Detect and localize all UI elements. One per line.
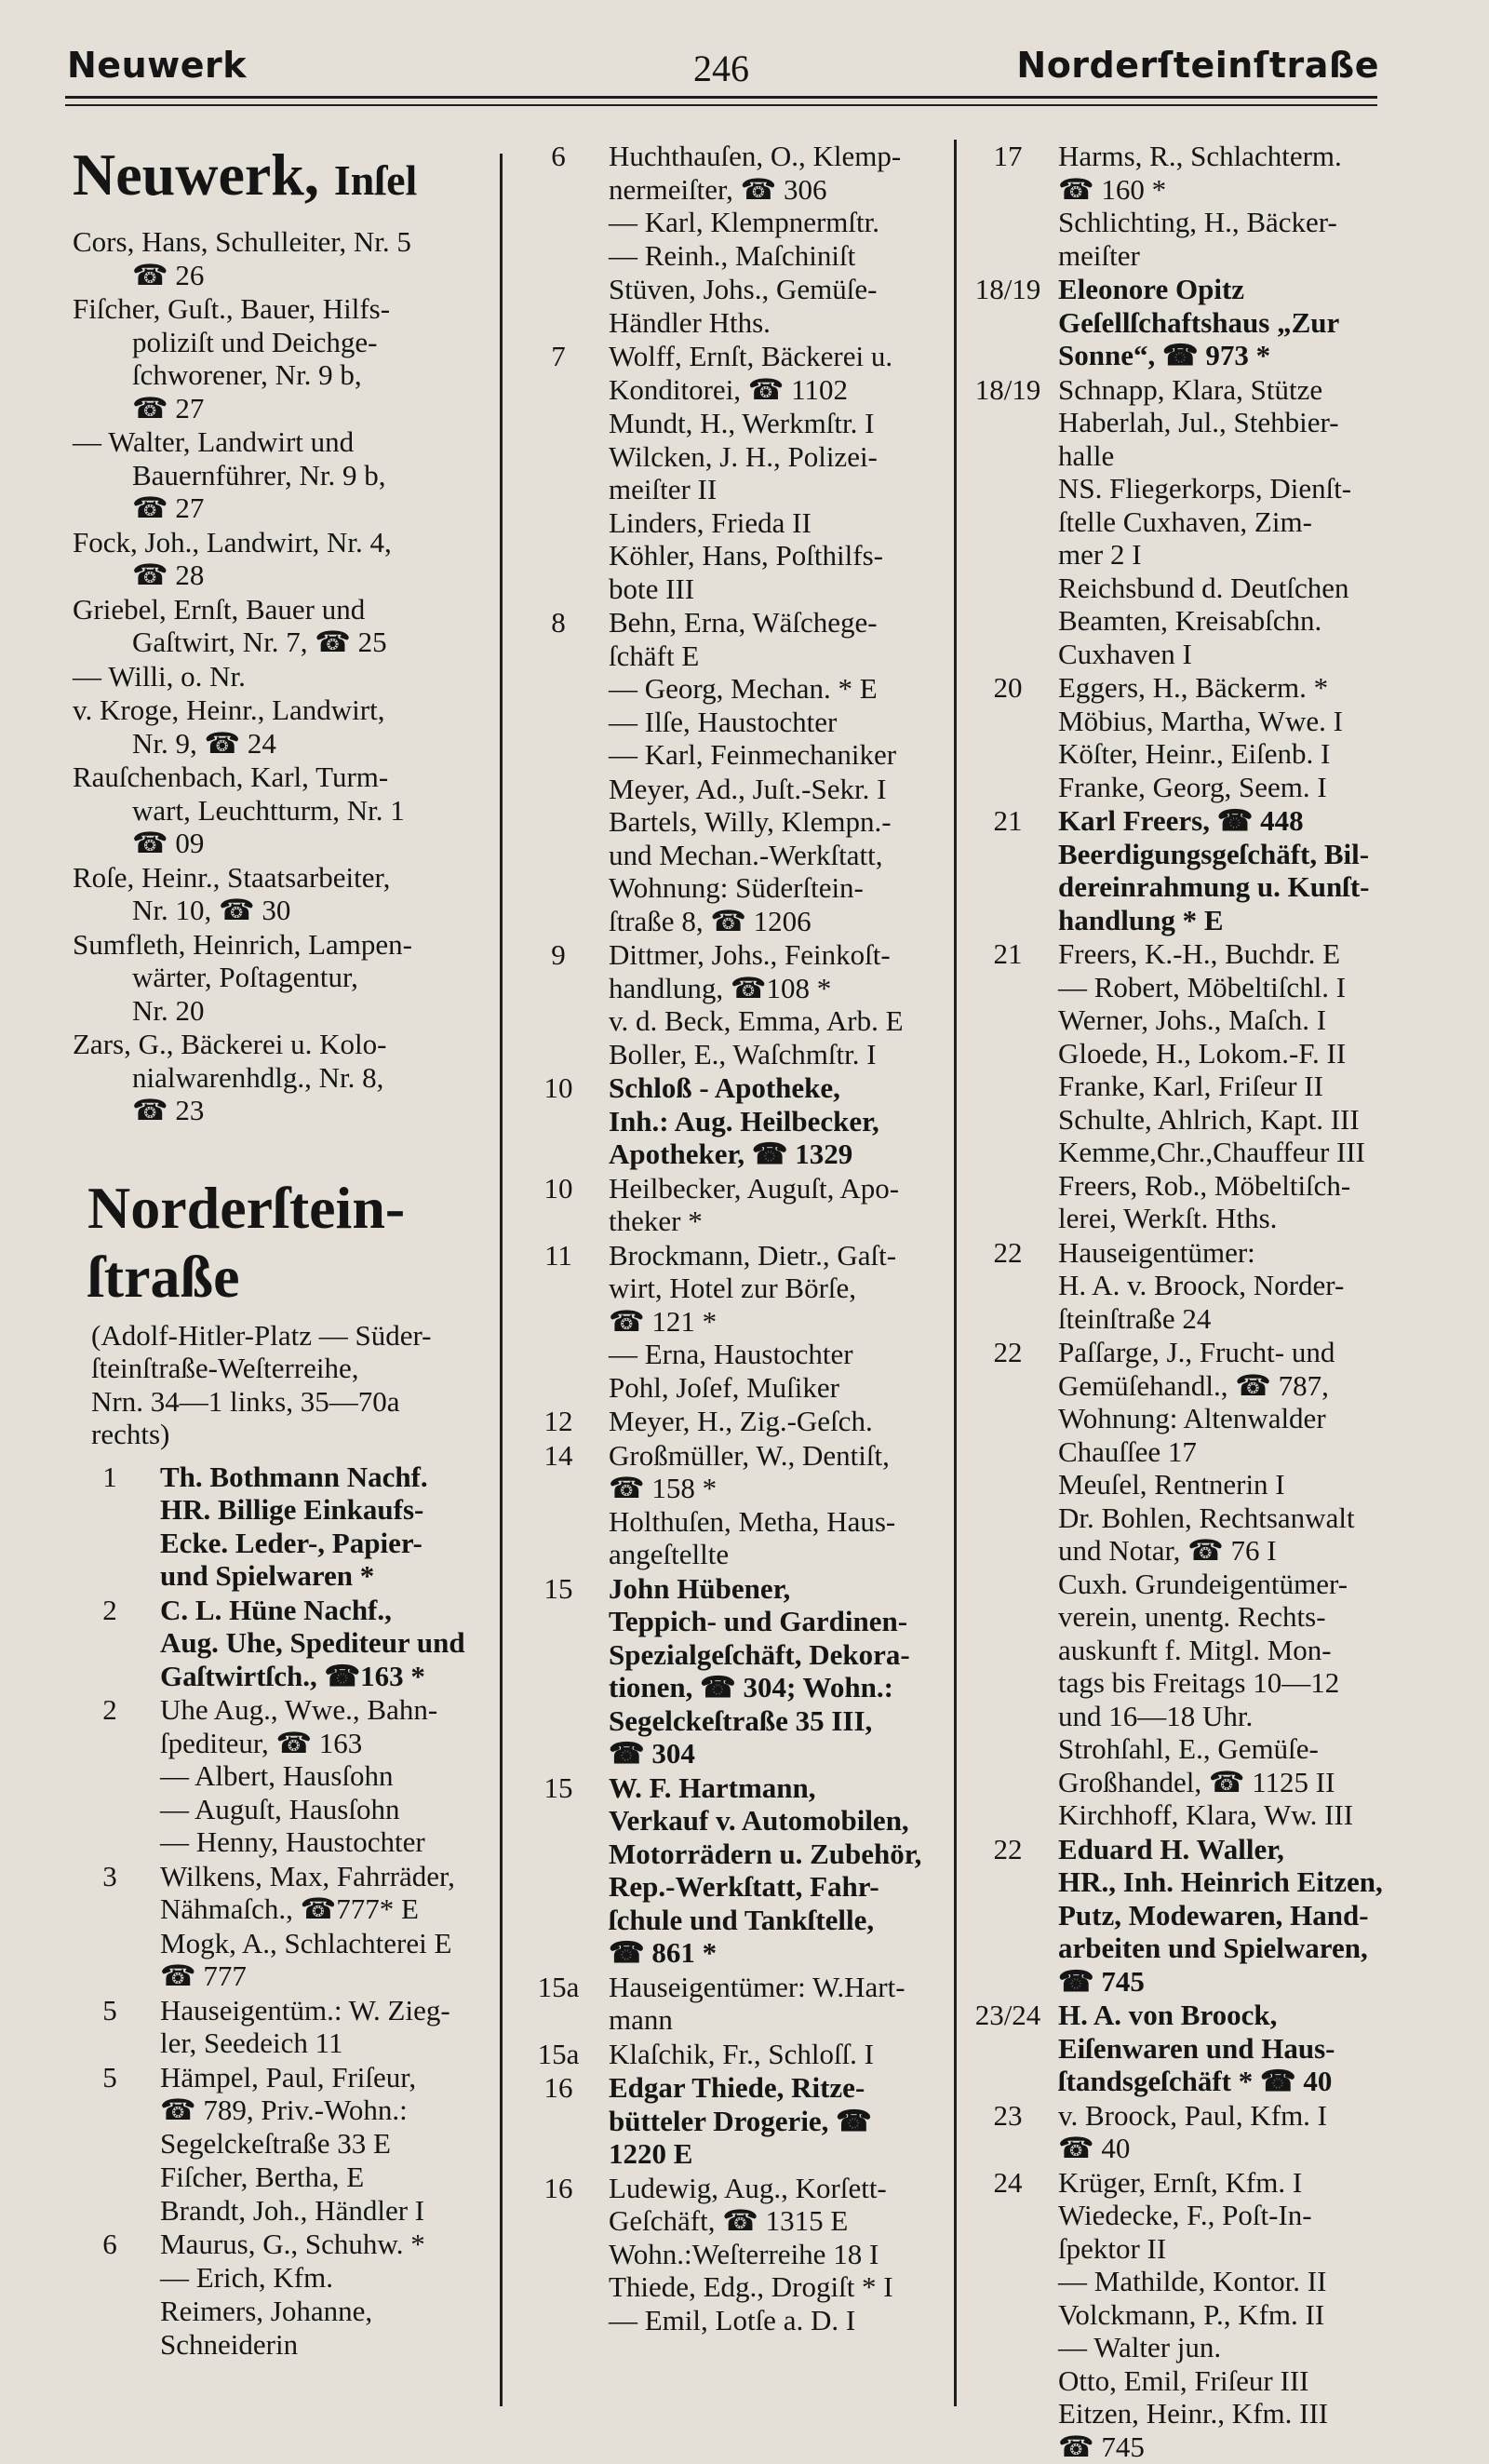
- header-rule: [65, 96, 1377, 99]
- house-number: 20: [993, 671, 1023, 704]
- house-number: 9: [551, 938, 566, 971]
- directory-entry: [971, 671, 1422, 803]
- entry-text: Wolff, Ernſt, Bäckerei u. Konditorei, ☎ 1102: [609, 340, 893, 406]
- section-heading-norderstein: Norderſtein- ſtraße: [87, 1174, 406, 1310]
- entry-text: Edgar Thiede, Ritze- bütteler Drogerie, ☎ 1220 E: [609, 2071, 872, 2170]
- directory-entry: [971, 2099, 1422, 2165]
- house-number: 23/24: [974, 1999, 1041, 2031]
- directory-entry: [971, 373, 1422, 671]
- directory-entry: [521, 1172, 940, 1238]
- entry-text: Rauſchenbach, Karl, Turm- wart, Leuchtturm, Nr. 1 ☎ 09: [73, 761, 405, 859]
- entry-text: Ludewig, Aug., Korſett- Geſchäft, ☎ 1315 E Wohn.:Weſterreihe 18 I Thiede, Edg., Drogiſt * I — Emil, Lotſe a. D. I: [609, 2171, 893, 2336]
- entry-text: Eleonore Opitz Geſellſchaftshaus „Zur Sonne“, ☎ 973 *: [1058, 273, 1340, 371]
- entry-text: v. Broock, Paul, Kfm. I ☎ 40: [1058, 2098, 1328, 2164]
- column-divider: [954, 140, 957, 2406]
- directory-entry: [73, 1028, 496, 1127]
- directory-entry: [73, 761, 496, 860]
- entry-text: Griebel, Ernſt, Bauer und Gaſtwirt, Nr. 7, ☎ 25: [73, 592, 387, 658]
- directory-entry: [73, 928, 496, 1028]
- entry-text: Mundt, H., Werkmſtr. I Wilcken, J. H., Polizei- meiſter II Linders, Frieda II Köhler, Hans, Poſthilfs- bote III: [609, 407, 883, 605]
- directory-entry: [521, 140, 940, 272]
- directory-entry: [521, 1439, 940, 1571]
- directory-entry: [521, 1071, 940, 1171]
- street-note: (Adolf-Hitler-Platz — Süder- ſteinſtraße-Weſterreihe, Nrn. 34—1 links, 35—70a rechts): [91, 1318, 432, 1450]
- directory-entry: [521, 1971, 940, 2037]
- entry-text: Großmüller, W., Dentiſt, ☎ 158 * Holthuſen, Metha, Haus- angeſtellte: [609, 1438, 896, 1570]
- directory-entry: [521, 1771, 940, 1970]
- directory-entry: [521, 1572, 940, 1771]
- house-number: 21: [993, 937, 1023, 970]
- directory-entry: [521, 2172, 940, 2337]
- entry-text: Freers, K.-H., Buchdr. E — Robert, Möbeltiſchl. I Werner, Johs., Maſch. I Gloede, H., Lokom.-F. II Franke, Karl, Friſeur II Schulte, Ahlrich, Kapt. III Kemme,Chr.,Chauffeur III Freers, Rob., Möbeltiſch- lerei, Werkſt. Hths.: [1058, 937, 1365, 1234]
- entry-text: Zars, G., Bäckerei u. Kolo- nialwarenhdlg., Nr. 8, ☎ 23: [73, 1028, 387, 1126]
- house-number: 6: [551, 140, 566, 172]
- entry-text: Fock, Joh., Landwirt, Nr. 4, ☎ 28: [73, 525, 392, 591]
- entry-text: Heilbecker, Auguſt, Apo- theker *: [609, 1171, 900, 1237]
- directory-entry: [73, 526, 496, 592]
- entry-text: Eggers, H., Bäckerm. * Möbius, Martha, Wwe. I Köſter, Heinr., Eiſenb. I Franke, Georg, Seem. I: [1058, 671, 1343, 803]
- entry-text: v. Kroge, Heinr., Landwirt, Nr. 9, ☎ 24: [73, 693, 385, 760]
- house-number: 22: [993, 1336, 1023, 1368]
- entry-text: Brockmann, Dietr., Gaſt- wirt, Hotel zur Börſe, ☎ 121 * — Erna, Haustochter Pohl, Joſef, Muſiker: [609, 1238, 897, 1404]
- directory-entry: [73, 2228, 496, 2294]
- section-heading-neuwerk: [73, 141, 496, 210]
- entry-text: Behn, Erna, Wäſchege- ſchäft E — Georg, Mechan. * E — Ilſe, Haustochter — Karl, Feinmechaniker: [609, 606, 897, 771]
- entry-text: Karl Freers, ☎ 448 Beerdigungsgeſchäft, Bil- dereinrahmung u. Kunſt- handlung * E: [1058, 804, 1370, 936]
- house-number: 2: [102, 1593, 117, 1626]
- directory-entry: [521, 273, 940, 339]
- house-number: 16: [543, 2171, 573, 2204]
- entry-text: Hauseigentümer: W.Hart- mann: [609, 1970, 905, 2036]
- entry-text: Th. Bothmann Nachf. HR. Billige Einkaufs- Ecke. Leder-, Papier- und Spielwaren *: [160, 1460, 428, 1592]
- entry-text: C. L. Hüne Nachf., Aug. Uhe, Spediteur und Gaſtwirtſch., ☎163 *: [160, 1593, 465, 1692]
- entry-text: Maurus, G., Schuhw. * — Erich, Kfm.: [160, 2228, 425, 2294]
- entry-text: Roſe, Heinr., Staatsarbeiter, Nr. 10, ☎ 30: [73, 860, 391, 926]
- house-number: 1: [102, 1460, 117, 1493]
- house-number: 6: [102, 2228, 117, 2260]
- house-number: 8: [551, 606, 566, 639]
- entry-text: Schnapp, Klara, Stütze Haberlah, Jul., Stehbier- halle NS. Fliegerkorps, Dienſt- ſtelle Cuxhaven, Zim- mer 2 I Reichsbund d. Deutſchen Beamten, Kreisabſchn. Cuxhaven I: [1058, 372, 1352, 670]
- directory-entry: [73, 425, 496, 525]
- house-number: 16: [543, 2071, 573, 2104]
- directory-entry: [971, 140, 1422, 272]
- entry-text: Uhe Aug., Wwe., Bahn- ſpediteur, ☎ 163 — Albert, Hausſohn — Auguſt, Hausſohn — Henny, Haustochter: [160, 1693, 438, 1858]
- directory-entry: [971, 937, 1422, 1235]
- directory-entry: [521, 2071, 940, 2171]
- house-number: 10: [543, 1071, 573, 1104]
- directory-entry: [521, 2038, 940, 2071]
- entry-text: Reimers, Johanne, Schneiderin: [160, 2295, 373, 2361]
- directory-entry: [73, 2295, 496, 2361]
- directory-entry: [971, 273, 1422, 372]
- entries-neuwerk: [73, 225, 496, 1127]
- house-number: 22: [993, 1832, 1023, 1865]
- directory-entry: [521, 1405, 940, 1438]
- directory-entry: [521, 340, 940, 406]
- directory-entry: [521, 938, 940, 1070]
- entry-text: Schloß - Apotheke, Inh.: Aug. Heilbecker, Apotheker, ☎ 1329: [609, 1071, 879, 1170]
- directory-entry: [73, 1994, 496, 2060]
- entry-text: Mogk, A., Schlachterei E ☎ 777: [160, 1926, 452, 1992]
- header-rule-thin: [65, 104, 1377, 106]
- directory-entry: [73, 2061, 496, 2161]
- column-1: [73, 140, 496, 2362]
- directory-entry: [73, 660, 496, 693]
- house-number: 22: [993, 1235, 1023, 1269]
- entry-text: Klaſchik, Fr., Schloſſ. I: [609, 2037, 875, 2070]
- entry-text: Paſſarge, J., Frucht- und Gemüſehandl., ☎ 787, Wohnung: Altenwalder Chauſſee 17 Meuſel, Rentnerin I Dr. Bohlen, Rechtsanwalt und Notar, ☎ 76 I Cuxh. Grundeigentümer- verein, unentg. Rechts- auskunft f. Mitgl. Mon- tags bis Freitags 10—12 und 16—18 Uhr. Strohſahl, E., Gemüſe- Großhandel, ☎ 1125 II Kirchhoff, Klara, Ww. III: [1058, 1336, 1355, 1831]
- house-number: 17: [993, 140, 1023, 172]
- house-number: 18/19: [974, 372, 1041, 406]
- house-number: 11: [544, 1238, 572, 1272]
- directory-entry: [73, 1461, 496, 1593]
- entry-text: — Willi, o. Nr.: [73, 659, 246, 693]
- house-number: 15a: [537, 2037, 580, 2070]
- house-number: 5: [102, 1993, 117, 2026]
- entry-text: Dittmer, Johs., Feinkoſt- handlung, ☎108 * v. d. Beck, Emma, Arb. E Boller, E., Waſchmſtr. I: [609, 938, 904, 1070]
- heading-main: Neuwerk,: [73, 141, 319, 208]
- directory-entry: [73, 861, 496, 927]
- house-number: 14: [543, 1438, 573, 1472]
- directory-entry: [971, 1999, 1422, 2098]
- directory-entry: [521, 407, 940, 605]
- running-header-left: Neuwerk: [67, 45, 248, 86]
- entries-norderstein-1: [73, 1461, 496, 2362]
- house-number: 7: [551, 340, 566, 372]
- directory-entry: [521, 606, 940, 772]
- column-2: [521, 140, 940, 2337]
- house-number: 24: [993, 2165, 1023, 2199]
- directory-entry: [73, 1860, 496, 1926]
- entry-text: John Hübener, Teppich- und Gardinen- Spezialgeſchäft, Dekora- tionen, ☎ 304; Wohn.: Segelckeſtraße 35 III, ☎ 304: [609, 1571, 910, 1770]
- directory-entry: [73, 593, 496, 659]
- directory-entry: [971, 1833, 1422, 1999]
- entry-text: Hämpel, Paul, Friſeur, ☎ 789, Priv.-Wohn.: Segelckeſtraße 33 E: [160, 2060, 417, 2160]
- entry-text: Stüven, Johs., Gemüſe- Händler Hths.: [609, 273, 878, 339]
- column-3: [971, 140, 1422, 2464]
- directory-entry: [73, 292, 496, 424]
- entry-text: W. F. Hartmann, Verkauf v. Automobilen, Motorrädern u. Zubehör, Rep.-Werkſtatt, Fahr- ſchule und Tankſtelle, ☎ 861 *: [609, 1771, 922, 1969]
- house-number: 15a: [537, 1970, 580, 2003]
- house-number: 12: [543, 1405, 573, 1437]
- running-header-right: Norderſteinſtraße: [1016, 45, 1379, 86]
- house-number: 10: [543, 1171, 573, 1205]
- heading-sub: Inſel: [333, 156, 418, 204]
- entry-text: H. A. von Broock, Eiſenwaren und Haus- ſtandsgeſchäft * ☎ 40: [1058, 1999, 1335, 2097]
- directory-entry: [521, 773, 940, 938]
- entry-text: Fiſcher, Bertha, E Brandt, Joh., Händler I: [160, 2161, 425, 2227]
- directory-entry: [73, 1594, 496, 1693]
- page-number: 246: [693, 47, 749, 89]
- directory-entry: [73, 1927, 496, 1993]
- house-number: 5: [102, 2060, 117, 2094]
- entry-text: Huchthauſen, O., Klemp- nermeiſter, ☎ 306 — Karl, Klempnermſtr. — Reinh., Maſchiniſt: [609, 140, 902, 272]
- directory-entry: [73, 225, 496, 291]
- directory-entry: [971, 2166, 1422, 2464]
- directory-entry: [73, 693, 496, 760]
- directory-entry: [971, 1336, 1422, 1832]
- house-number: 18/19: [974, 273, 1041, 305]
- house-number: 21: [993, 804, 1023, 837]
- house-number: 23: [993, 2098, 1023, 2132]
- entry-text: Hauseigentüm.: W. Zieg- ler, Seedeich 11: [160, 1993, 450, 2059]
- entry-text: Eduard H. Waller, HR., Inh. Heinrich Eitzen, Putz, Modewaren, Hand- arbeiten und Spielwaren, ☎ 745: [1058, 1832, 1383, 1998]
- entry-text: Cors, Hans, Schulleiter, Nr. 5 ☎ 26: [73, 225, 411, 291]
- directory-entry: [73, 2161, 496, 2227]
- house-number: 3: [102, 1859, 117, 1892]
- house-number: 15: [543, 1571, 573, 1605]
- house-number: 15: [543, 1771, 573, 1804]
- entry-text: Fiſcher, Guſt., Bauer, Hilfs- poliziſt und Deichge- ſchworener, Nr. 9 b, ☎ 27: [73, 292, 391, 424]
- entry-text: Hauseigentümer: H. A. v. Broock, Norder- ſteinſtraße 24: [1058, 1235, 1345, 1335]
- house-number: 2: [102, 1693, 117, 1726]
- directory-entry: [521, 1239, 940, 1405]
- directory-entry: [971, 804, 1422, 936]
- entry-text: — Walter, Landwirt und Bauernführer, Nr. 9 b, ☎ 27: [73, 425, 386, 524]
- entry-text: Meyer, Ad., Juſt.-Sekr. I Bartels, Willy, Klempn.- und Mechan.-Werkſtatt, Wohnung: Süderſtein- ſtraße 8, ☎ 1206: [609, 772, 892, 937]
- entry-text: Sumfleth, Heinrich, Lampen- wärter, Poſtagentur, Nr. 20: [73, 927, 413, 1027]
- directory-entry: [73, 1693, 496, 1859]
- entry-text: Wilkens, Max, Fahrräder, Nähmaſch., ☎777* E: [160, 1859, 455, 1925]
- entry-text: Krüger, Ernſt, Kfm. I Wiedecke, F., Poſt-In- ſpektor II — Mathilde, Kontor. II Volckmann, P., Kfm. II — Walter jun. Otto, Emil, Friſeur III Eitzen, Heinr., Kfm. III ☎ 745: [1058, 2165, 1329, 2463]
- directory-entry: [971, 1236, 1422, 1336]
- column-divider: [500, 154, 503, 2406]
- entry-text: Harms, R., Schlachterm. ☎ 160 * Schlichting, H., Bäcker- meiſter: [1058, 140, 1342, 272]
- entry-text: Meyer, H., Zig.-Geſch.: [609, 1405, 873, 1437]
